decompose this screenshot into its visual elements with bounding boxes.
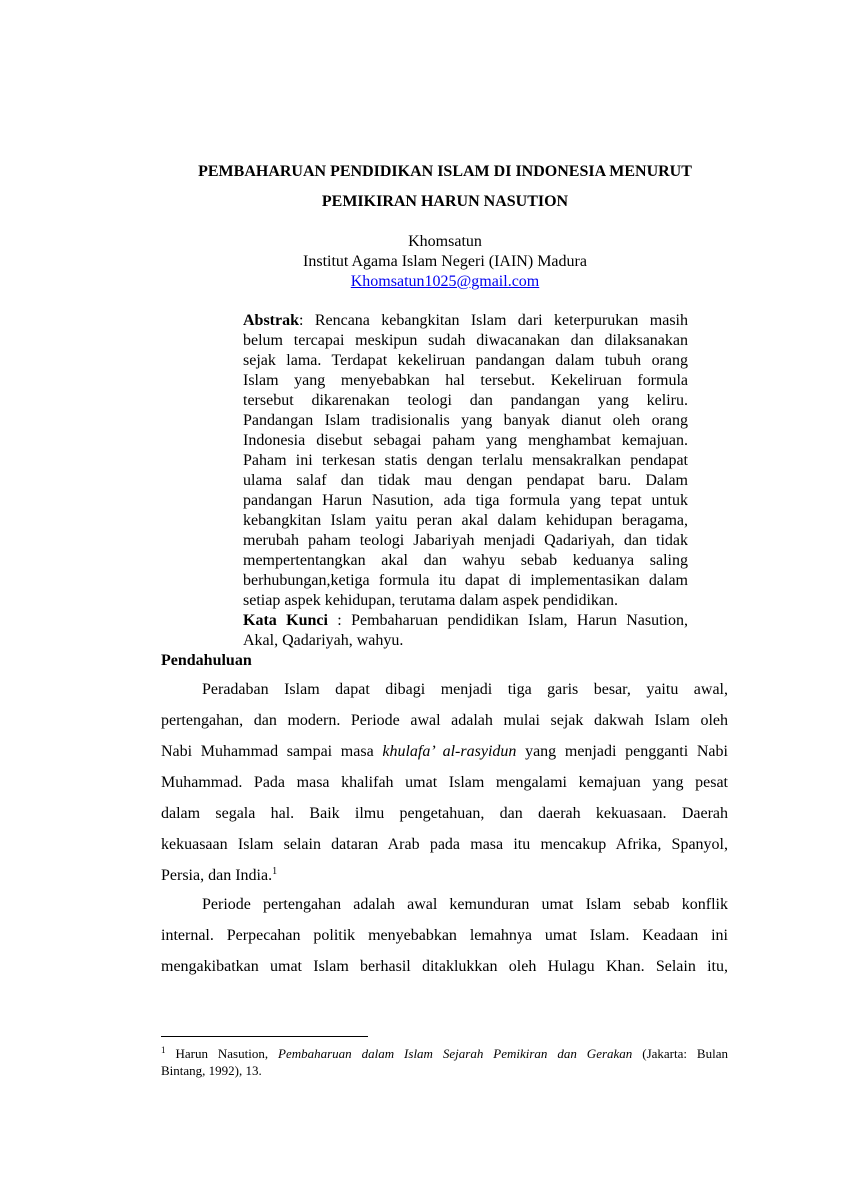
body-line [161, 866, 728, 886]
keywords-label: Kata Kunci [243, 612, 328, 629]
abstract-line: Pandangan Islam tradisionalis yang banyak dianut oleh orang [243, 412, 688, 429]
body-line: kekuasaan Islam selain dataran Arab pada masa itu mencakup Afrika, Spanyol, [161, 836, 728, 853]
abstract-line: mempertentangkan akal dan wahyu sebab keduanya saling [243, 552, 688, 569]
footnote-book-title: Pembaharuan dalam Islam Sejarah Pemikiran dan Gerakan [278, 1046, 633, 1061]
abstract-line: ulama salaf dan tidak mau dengan pendapat baru. Dalam [243, 472, 688, 489]
footnote-reference[interactable]: 1 [272, 866, 278, 877]
body-line: mengakibatkan umat Islam berhasil ditaklukkan oleh Hulagu Khan. Selain itu, [161, 958, 728, 975]
author-email-line [160, 272, 730, 292]
abstract-line: Paham ini terkesan statis dengan terlalu mensakralkan pendapat [243, 452, 688, 469]
keywords-text: Pembaharuan pendidikan Islam, Harun Nasution, [351, 612, 688, 629]
abstract-line: belum tercapai meskipun sudah diwacanakan dan dilaksanakan [243, 332, 688, 349]
abstract-line: kebangkitan Islam yaitu peran akal dalam kehidupan beragama, [243, 512, 688, 529]
paper-title-line-1: PEMBAHARUAN PENDIDIKAN ISLAM DI INDONESIA MENURUT [198, 163, 692, 180]
abstract-line: setiap aspek kehidupan, terutama dalam aspek pendidikan. [243, 592, 618, 609]
body-line: Periode pertengahan adalah awal kemunduran umat Islam sebab konflik [202, 896, 728, 913]
footnote-line [161, 1045, 728, 1062]
footnote-author: Harun Nasution, [175, 1046, 279, 1061]
abstract-line: Islam yang menyebabkan hal tersebut. Kekeliruan formula [243, 372, 688, 389]
abstract-text: Rencana kebangkitan Islam dari keterpurukan masih [314, 312, 688, 329]
abstract-label: Abstrak [243, 312, 300, 329]
keywords-line: Akal, Qadariyah, wahyu. [243, 632, 404, 649]
footnote-line: Bintang, 1992), 13. [161, 1063, 262, 1078]
footnote-separator [161, 1036, 368, 1037]
body-line: Muhammad. Pada masa khalifah umat Islam mengalami kemajuan yang pesat [161, 774, 728, 791]
body-text: yang menjadi pengganti Nabi [516, 743, 728, 760]
abstract-label-separator: : [299, 312, 315, 329]
keywords-separator: : [327, 612, 352, 629]
body-line [161, 742, 728, 762]
abstract-line: sejak lama. Terdapat kekeliruan pandangan dalam tubuh orang [243, 352, 688, 369]
author-email-link[interactable]: Khomsatun1025@gmail.com [350, 273, 540, 290]
footnote-publisher: (Jakarta: Bulan [632, 1046, 728, 1061]
body-line: Peradaban Islam dapat dibagi menjadi tiga garis besar, yaitu awal, [202, 681, 728, 698]
paper-title-line-2: PEMIKIRAN HARUN NASUTION [321, 193, 569, 210]
italic-term: khulafa’ al-rasyidun [382, 743, 517, 760]
footnote-number: 1 [161, 1045, 166, 1055]
abstract-line: Indonesia disebut sebagai paham yang menghambat kemajuan. [243, 432, 688, 449]
abstract-line [243, 311, 688, 331]
body-line: pertengahan, dan modern. Periode awal adalah mulai sejak dakwah Islam oleh [161, 712, 728, 729]
body-text: Nabi Muhammad sampai masa [161, 743, 383, 760]
abstract-line: pandangan Harun Nasution, ada tiga formula yang tepat untuk [243, 492, 688, 509]
author-name: Khomsatun [408, 233, 482, 250]
body-line: internal. Perpecahan politik menyebabkan lemahnya umat Islam. Keadaan ini [161, 927, 728, 944]
keywords-line [243, 611, 688, 631]
section-heading: Pendahuluan [161, 652, 252, 669]
body-line: dalam segala hal. Baik ilmu pengetahuan, dan daerah kekuasaan. Daerah [161, 805, 728, 822]
abstract-line: merubah paham teologi Jabariyah menjadi Qadariyah, dan tidak [243, 532, 688, 549]
author-affiliation: Institut Agama Islam Negeri (IAIN) Madura [303, 253, 587, 270]
body-text: Persia, dan India. [161, 867, 273, 884]
abstract-line: tersebut dikarenakan teologi dan pandangan yang keliru. [243, 392, 688, 409]
abstract-line: berhubungan,ketiga formula itu dapat di implementasikan dalam [243, 572, 688, 589]
